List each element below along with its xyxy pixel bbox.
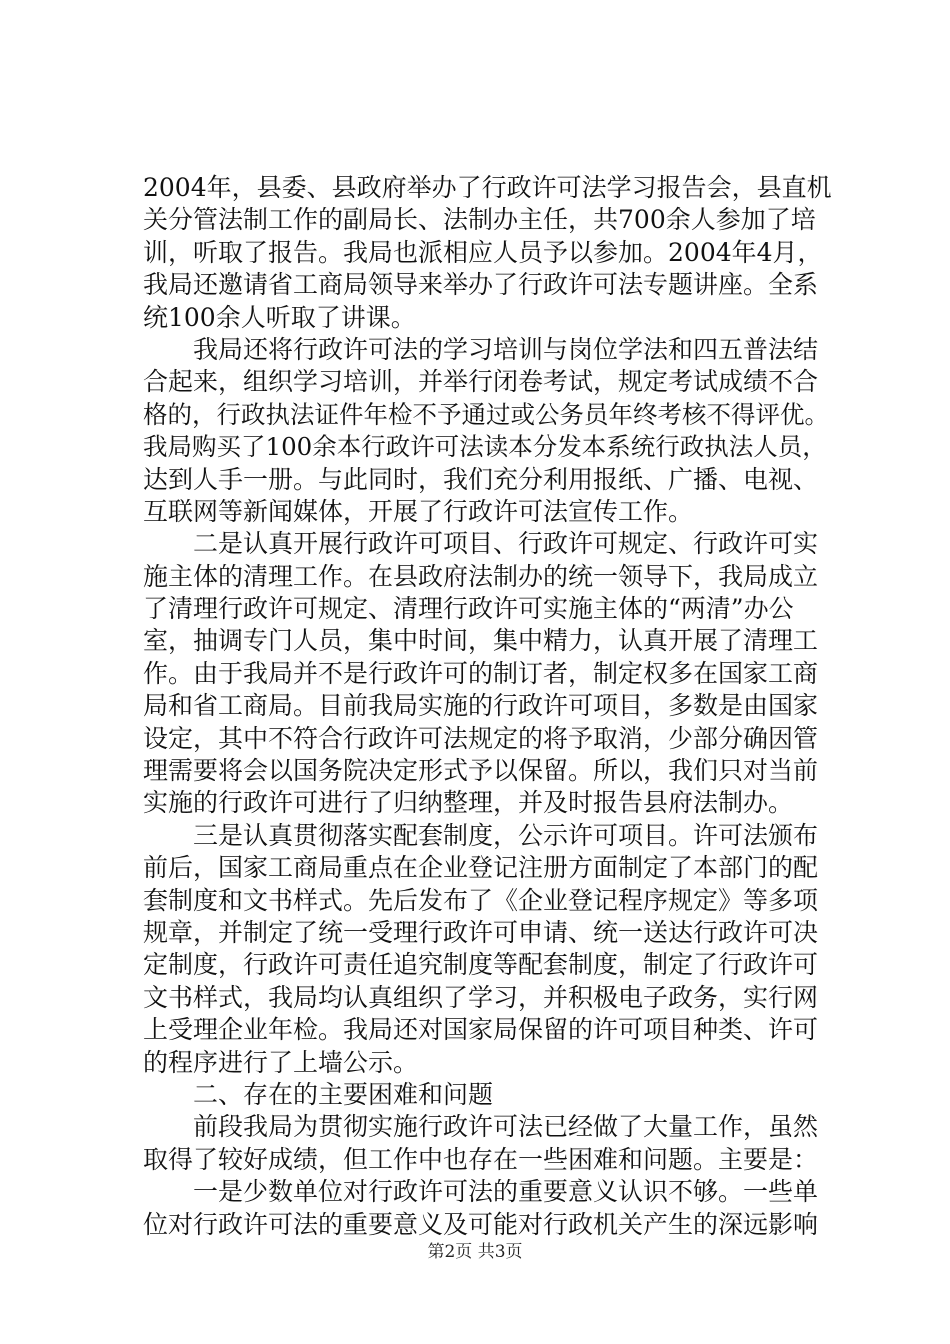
text-line: 了清理行政许可规定、清理行政许可实施主体的“两清”办公 <box>143 594 794 624</box>
text-line: 的程序进行了上墙公示。 <box>143 1047 419 1077</box>
text-line: 三是认真贯彻落实配套制度，公示许可项目。许可法颁布 <box>143 820 819 850</box>
text-line: 互联网等新闻媒体，开展了行政许可法宣传工作。 <box>143 496 694 526</box>
body-text <box>143 172 833 1241</box>
text-line: 关分管法制工作的副局长、法制办主任，共700余人参加了培 <box>143 205 816 235</box>
text-line: 前后，国家工商局重点在企业登记注册方面制定了本部门的配 <box>143 853 819 883</box>
text-line: 我局还邀请省工商局领导来举办了行政许可法专题讲座。全系 <box>143 270 819 300</box>
text-line: 实施的行政许可进行了归纳整理，并及时报告县府法制办。 <box>143 788 794 818</box>
text-line: 统100余人听取了讲课。 <box>143 302 416 332</box>
text-line: 我局还将行政许可法的学习培训与岗位学法和四五普法结 <box>143 334 819 364</box>
text-line: 上受理企业年检。我局还对国家局保留的许可项目种类、许可 <box>143 1015 819 1045</box>
text-line: 套制度和文书样式。先后发布了《企业登记程序规定》等多项 <box>143 885 819 915</box>
text-line: 前段我局为贯彻实施行政许可法已经做了大量工作，虽然 <box>143 1112 819 1142</box>
text-line: 二是认真开展行政许可项目、行政许可规定、行政许可实 <box>143 529 819 559</box>
text-line: 达到人手一册。与此同时，我们充分利用报纸、广播、电视、 <box>143 464 819 494</box>
text-line: 我局购买了100余本行政许可法读本分发本系统行政执法人员， <box>143 432 827 462</box>
text-line: 2004年，县委、县政府举办了行政许可法学习报告会，县直机 <box>143 173 832 202</box>
text-line: 二、存在的主要困难和问题 <box>143 1079 494 1109</box>
text-line: 施主体的清理工作。在县政府法制办的统一领导下，我局成立 <box>143 561 819 591</box>
text-line: 训，听取了报告。我局也派相应人员予以参加。2004年4月， <box>143 237 823 267</box>
text-line: 文书样式，我局均认真组织了学习，并积极电子政务，实行网 <box>143 982 819 1012</box>
text-line: 设定，其中不符合行政许可法规定的将予取消，少部分确因管 <box>143 723 819 753</box>
text-line: 作。由于我局并不是行政许可的制订者，制定权多在国家工商 <box>143 658 819 688</box>
text-line: 取得了较好成绩，但工作中也存在一些困难和问题。主要是： <box>143 1144 819 1174</box>
text-line: 格的，行政执法证件年检不予通过或公务员年终考核不得评优。 <box>143 399 829 429</box>
page-footer: 第2页 共3页 <box>427 1242 523 1262</box>
text-line: 一是少数单位对行政许可法的重要意义认识不够。一些单 <box>143 1177 819 1207</box>
text-line: 理需要将会以国务院决定形式予以保留。所以，我们只对当前 <box>143 756 819 786</box>
text-line: 局和省工商局。目前我局实施的行政许可项目，多数是由国家 <box>143 691 819 721</box>
text-line: 定制度，行政许可责任追究制度等配套制度，制定了行政许可 <box>143 950 819 980</box>
text-line: 室，抽调专门人员，集中时间，集中精力，认真开展了清理工 <box>143 626 819 656</box>
text-line: 规章，并制定了统一受理行政许可申请、统一送达行政许可决 <box>143 917 819 947</box>
text-line: 位对行政许可法的重要意义及可能对行政机关产生的深远影响 <box>143 1209 819 1239</box>
text-line: 合起来，组织学习培训，并举行闭卷考试，规定考试成绩不合 <box>143 367 819 397</box>
